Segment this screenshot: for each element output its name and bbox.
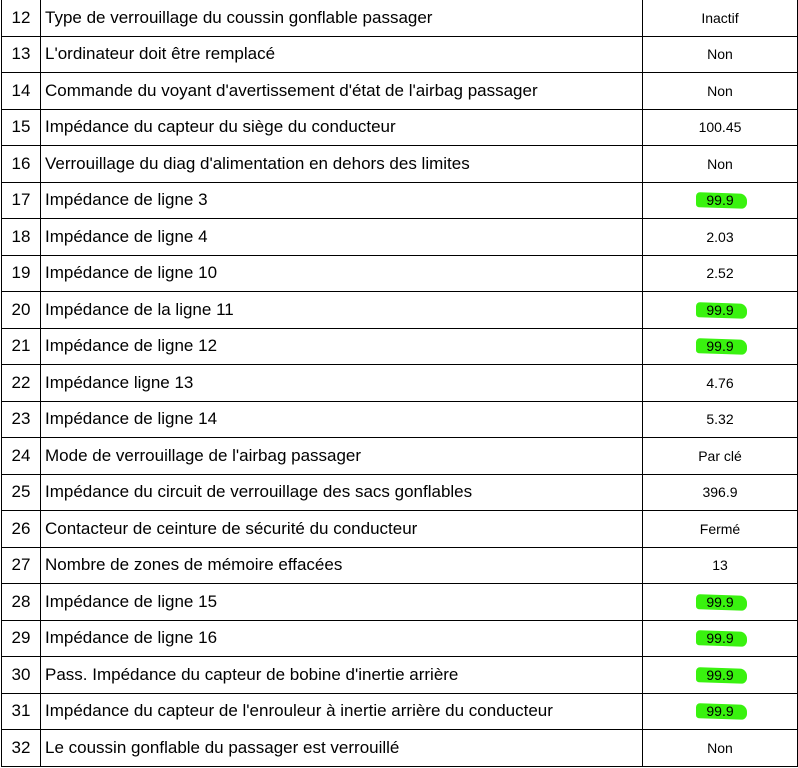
row-number: 16 xyxy=(2,146,41,183)
row-number: 23 xyxy=(2,401,41,438)
row-number: 18 xyxy=(2,219,41,256)
table-row xyxy=(2,693,798,730)
parameter-value: 99.9 xyxy=(706,666,734,683)
row-number: 17 xyxy=(2,182,41,219)
table-row xyxy=(2,401,798,438)
parameter-label: Impédance de ligne 16 xyxy=(41,620,643,657)
parameter-value-cell xyxy=(643,474,798,511)
table-row xyxy=(2,219,798,256)
parameter-label: Impédance ligne 13 xyxy=(41,365,643,402)
table-row xyxy=(2,292,798,329)
parameter-label: Nombre de zones de mémoire effacées xyxy=(41,547,643,584)
table-row xyxy=(2,109,798,146)
table-row xyxy=(2,511,798,548)
parameter-value: 13 xyxy=(712,557,728,574)
table-row xyxy=(2,365,798,402)
parameter-value: 396.9 xyxy=(702,484,738,501)
parameter-label: Impédance de ligne 3 xyxy=(41,182,643,219)
row-number: 15 xyxy=(2,109,41,146)
parameter-label: Le coussin gonflable du passager est verrouillé xyxy=(41,730,643,767)
parameter-value-cell xyxy=(643,511,798,548)
parameter-value-cell xyxy=(643,547,798,584)
row-number: 25 xyxy=(2,474,41,511)
row-number: 24 xyxy=(2,438,41,475)
parameter-label: Impédance de ligne 14 xyxy=(41,401,643,438)
table-row xyxy=(2,438,798,475)
parameter-value-cell xyxy=(643,0,798,36)
parameter-value-cell xyxy=(643,219,798,256)
table-body xyxy=(2,0,798,766)
row-number: 28 xyxy=(2,584,41,621)
row-number: 19 xyxy=(2,255,41,292)
row-number: 14 xyxy=(2,73,41,110)
parameter-value: 99.9 xyxy=(706,630,734,647)
parameter-label: Impédance du circuit de verrouillage des sacs gonflables xyxy=(41,474,643,511)
parameter-label: Type de verrouillage du coussin gonflable passager xyxy=(41,0,643,36)
table-row xyxy=(2,36,798,73)
parameter-value: Non xyxy=(707,82,733,99)
parameter-value: Fermé xyxy=(699,520,741,537)
table-row xyxy=(2,730,798,767)
parameter-label: Contacteur de ceinture de sécurité du conducteur xyxy=(41,511,643,548)
parameter-value: 99.9 xyxy=(706,593,734,610)
table-row xyxy=(2,584,798,621)
highlighter-mark xyxy=(702,630,737,646)
parameter-value-cell xyxy=(643,657,798,694)
parameter-label: Impédance de la ligne 11 xyxy=(41,292,643,329)
row-number: 20 xyxy=(2,292,41,329)
parameter-label: Impédance du capteur de l'enrouleur à inertie arrière du conducteur xyxy=(41,693,643,730)
parameter-value: Non xyxy=(707,739,733,756)
parameter-value: Par clé xyxy=(698,447,742,464)
parameter-value-cell xyxy=(643,36,798,73)
highlighter-mark xyxy=(702,667,737,683)
parameter-label: L'ordinateur doit être remplacé xyxy=(41,36,643,73)
parameter-value: 4.76 xyxy=(706,374,734,391)
row-number: 29 xyxy=(2,620,41,657)
row-number: 32 xyxy=(2,730,41,767)
parameter-value-cell xyxy=(643,693,798,730)
highlighter-mark xyxy=(702,594,737,610)
diagnostic-parameters-table xyxy=(1,0,798,767)
highlighter-mark xyxy=(702,302,737,318)
table-row xyxy=(2,620,798,657)
table-row xyxy=(2,146,798,183)
parameter-value: 5.32 xyxy=(706,411,734,428)
parameter-value-cell xyxy=(643,109,798,146)
table-row xyxy=(2,73,798,110)
row-number: 26 xyxy=(2,511,41,548)
table-row xyxy=(2,657,798,694)
parameter-value-cell xyxy=(643,255,798,292)
parameter-value-cell xyxy=(643,328,798,365)
table-row xyxy=(2,255,798,292)
parameter-value: 99.9 xyxy=(706,301,734,318)
parameter-label: Impédance de ligne 15 xyxy=(41,584,643,621)
parameter-value-cell xyxy=(643,438,798,475)
parameter-label: Impédance du capteur du siège du conducteur xyxy=(41,109,643,146)
parameter-label: Pass. Impédance du capteur de bobine d'inertie arrière xyxy=(41,657,643,694)
parameter-value-cell xyxy=(643,73,798,110)
parameter-value: Non xyxy=(707,155,733,172)
table-row xyxy=(2,0,798,36)
table-row xyxy=(2,474,798,511)
table-row xyxy=(2,547,798,584)
parameter-value: 99.9 xyxy=(706,338,734,355)
parameter-label: Impédance de ligne 12 xyxy=(41,328,643,365)
parameter-value-cell xyxy=(643,584,798,621)
parameter-value: 2.03 xyxy=(706,228,734,245)
highlighter-mark xyxy=(702,192,737,208)
parameter-value: 2.52 xyxy=(706,265,734,282)
parameter-value-cell xyxy=(643,182,798,219)
row-number: 21 xyxy=(2,328,41,365)
row-number: 22 xyxy=(2,365,41,402)
parameter-label: Commande du voyant d'avertissement d'état de l'airbag passager xyxy=(41,73,643,110)
parameter-value-cell xyxy=(643,620,798,657)
table-row xyxy=(2,182,798,219)
parameter-value-cell xyxy=(643,401,798,438)
highlighter-mark xyxy=(702,338,737,354)
parameter-value: Inactif xyxy=(701,9,739,26)
highlighter-mark xyxy=(702,703,737,719)
row-number: 30 xyxy=(2,657,41,694)
parameter-value-cell xyxy=(643,365,798,402)
parameter-label: Mode de verrouillage de l'airbag passager xyxy=(41,438,643,475)
parameter-value: 100.45 xyxy=(698,119,742,136)
parameter-label: Impédance de ligne 4 xyxy=(41,219,643,256)
parameter-value-cell xyxy=(643,146,798,183)
parameter-label: Verrouillage du diag d'alimentation en dehors des limites xyxy=(41,146,643,183)
row-number: 31 xyxy=(2,693,41,730)
table-row xyxy=(2,328,798,365)
parameter-value: 99.9 xyxy=(706,703,734,720)
row-number: 12 xyxy=(2,0,41,36)
parameter-label: Impédance de ligne 10 xyxy=(41,255,643,292)
parameter-value: 99.9 xyxy=(706,192,734,209)
parameter-value: Non xyxy=(707,46,733,63)
row-number: 13 xyxy=(2,36,41,73)
parameter-value-cell xyxy=(643,730,798,767)
row-number: 27 xyxy=(2,547,41,584)
parameter-value-cell xyxy=(643,292,798,329)
